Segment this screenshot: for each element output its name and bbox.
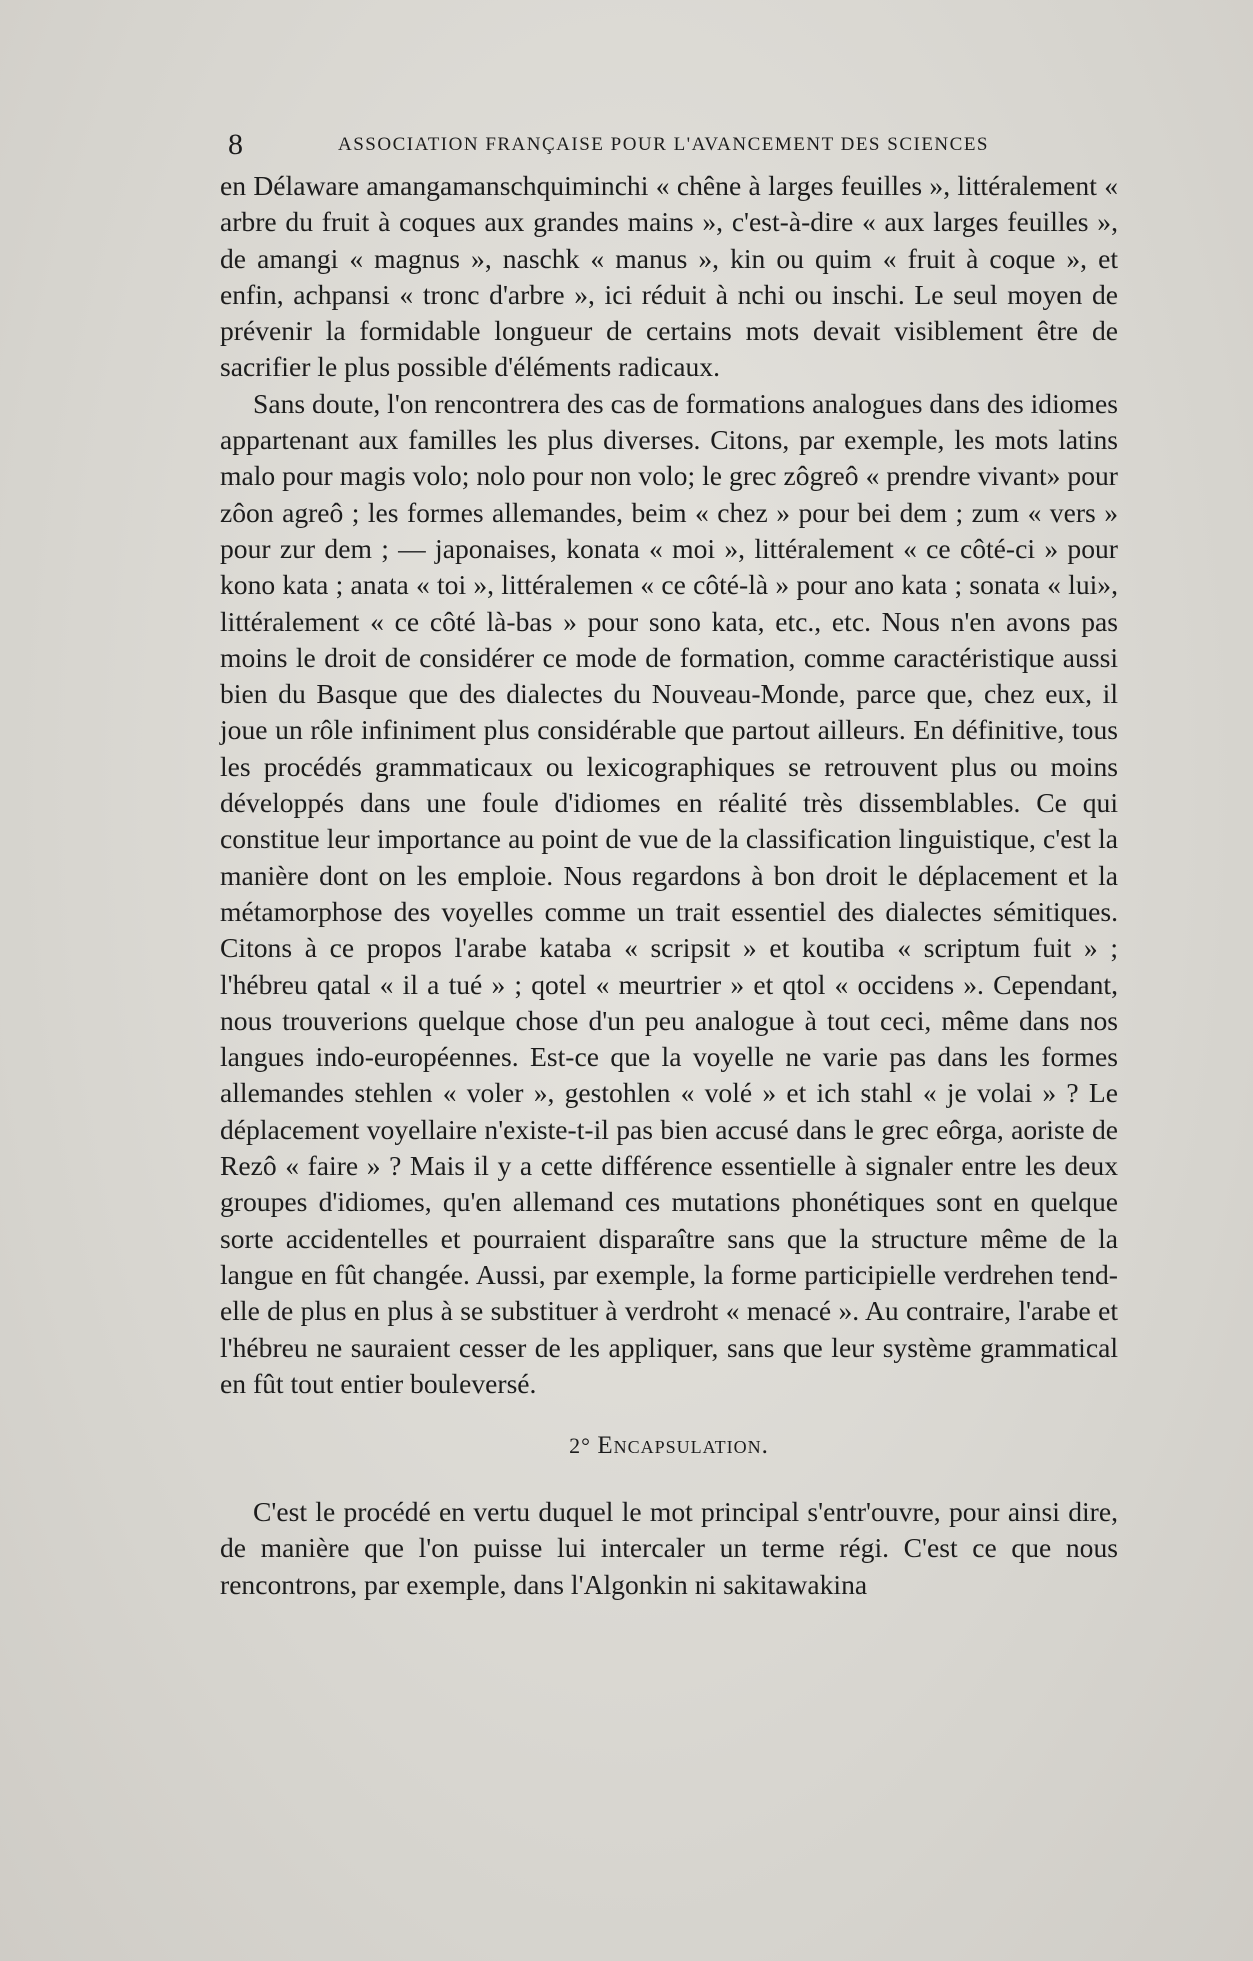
paragraph-continuation: en Délaware amangamanschquiminchi « chêne à larges feuilles », littéralement « arbre du fruit à coques aux grandes mains », c'est-à-dire « aux larges feuilles », de amangi « magnus », naschk « manus », kin ou quim « fruit à coque », et enfin, achpansi « tronc d'arbre », ici réduit à nchi ou inschi. Le seul moyen de prévenir la formidable longueur de certains mots devait visiblement être de sacrifier le plus possible d'éléments radicaux. <box>220 170 1118 383</box>
page-number: 8 <box>228 128 243 161</box>
section-number: 2° <box>569 1433 591 1459</box>
page-header <box>228 128 1113 162</box>
running-title: ASSOCIATION FRANÇAISE POUR L'AVANCEMENT DES SCIENCES <box>338 134 989 155</box>
body-text <box>220 168 1118 1603</box>
section-title: Encapsulation. <box>597 1432 769 1460</box>
paragraph: Sans doute, l'on rencontrera des cas de formations analogues dans des idiomes appartenant aux familles les plus diverses. Citons, par exemple, les mots latins malo pour magis volo; nolo pour non volo; le grec zôgreô « prendre vivant» pour zôon agreô ; les formes allemandes, beim « chez » pour bei dem ; zum « vers » pour zur dem ; — japonaises, konata « moi », littéralement « ce côté-ci » pour kono kata ; anata « toi », littéralemen « ce côté-là » pour ano kata ; sonata « lui», littéralement « ce côté là-bas » pour sono kata, etc., etc. Nous n'en avons pas moins le droit de considérer ce mode de formation, comme caractéristique aussi bien du Basque que des dialectes du Nouveau-Monde, parce que, chez eux, il joue un rôle infiniment plus considérable que partout ailleurs. En définitive, tous les procédés grammaticaux ou lexicographiques se retrouvent plus ou moins développés dans une foule d'idiomes en réalité très dissemblables. Ce qui constitue leur importance au point de vue de la classification linguistique, c'est la manière dont on les emploie. Nous regardons à bon droit le déplacement et la métamorphose des voyelles comme un trait essentiel des dialectes sémitiques. Citons à ce propos l'arabe kataba « scripsit » et koutiba « scriptum fuit » ; l'hébreu qatal « il a tué » ; qotel « meurtrier » et qtol « occidens ». Cependant, nous trouverions quelque chose d'un peu analogue à tout ceci, même dans nos langues indo-européennes. Est-ce que la voyelle ne varie pas dans les formes allemandes stehlen « voler », gestohlen « volé » et ich stahl « je volai » ? Le déplacement voyellaire n'existe-t-il pas bien accusé dans le grec eôrga, aoriste de Rezô « faire » ? Mais il y a cette différence essentielle à signaler entre les deux groupes d'idiomes, qu'en allemand ces mutations phonétiques sont en quelque sorte accidentelles et pourraient disparaître sans que la structure même de la langue en fût changée. Aussi, par exemple, la forme participielle verdrehen tend-elle de plus en plus à se substituer à verdroht « menacé ». Au contraire, l'arabe et l'hébreu ne sauraient cesser de les appliquer, sans que leur système grammatical en fût tout entier bouleversé. <box>220 387 1118 1399</box>
paragraph: C'est le procédé en vertu duquel le mot principal s'entr'ouvre, pour ainsi dire, de manière que l'on puisse lui intercaler un terme régi. C'est ce que nous rencontrons, par exemple, dans l'Algonkin ni sakitawakina <box>220 1496 1118 1600</box>
section-heading <box>220 1428 1118 1464</box>
